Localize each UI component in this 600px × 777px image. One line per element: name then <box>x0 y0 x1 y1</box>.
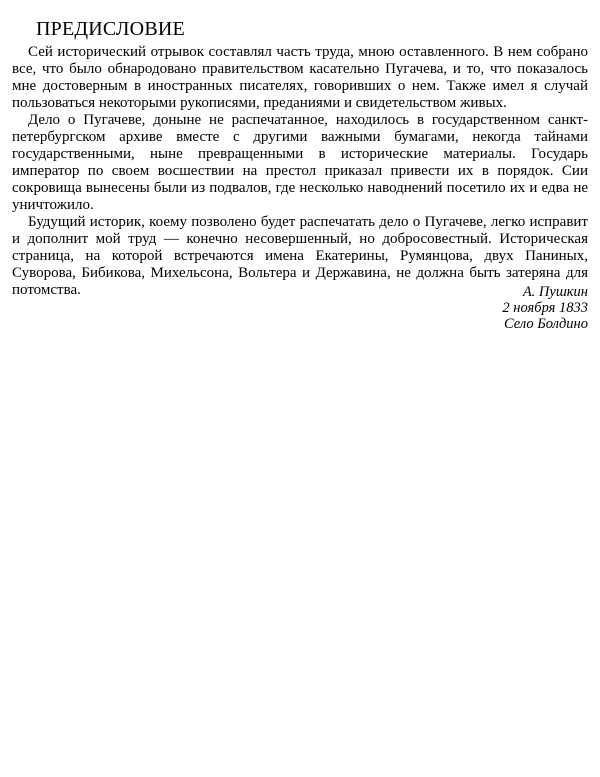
signature-date: 2 ноября 1833 <box>502 300 588 316</box>
paragraph: Будущий историк, коему позволено будет распечатать дело о Пугачеве, легко исправит и дополнит мой труд — конечно несовершенный, но добросовестный. Историческая страница, на которой встречаются имена Екатерины, Румянцова, двух Паниных, Суворова, Бибикова, Михельсона, Вольтера и Державина, не должна быть затеряна для потомства. <box>12 214 588 298</box>
paragraph: Сей исторический отрывок составлял часть труда, мною оставленного. В нем собрано все, что было обнародовано правительством касательно Пугачева, и то, что показалось мне достоверным в иностранных писателях, говоривших о нем. Также имел я случай пользоваться некоторыми рукописями, преданиями и свидетельством живых. <box>12 44 588 111</box>
page-title: ПРЕДИСЛОВИЕ <box>36 18 185 41</box>
signature-author: А. Пушкин <box>522 284 588 300</box>
paragraph: Дело о Пугачеве, доныне не распечатанное, находилось в государственном санкт-петербургском архиве вместе с другими важными бумагами, некогда тайнами государственными, ныне превращенными в исторические материалы. Государь император по своем восшествии на престол приказал привести их в порядок. Сии сокровища вынесены были из подвалов, где несколько наводнений посетило их и едва не уничтожило. <box>12 112 588 213</box>
signature-block <box>502 284 588 332</box>
document-body <box>12 44 588 299</box>
signature-place: Село Болдино <box>503 316 588 332</box>
